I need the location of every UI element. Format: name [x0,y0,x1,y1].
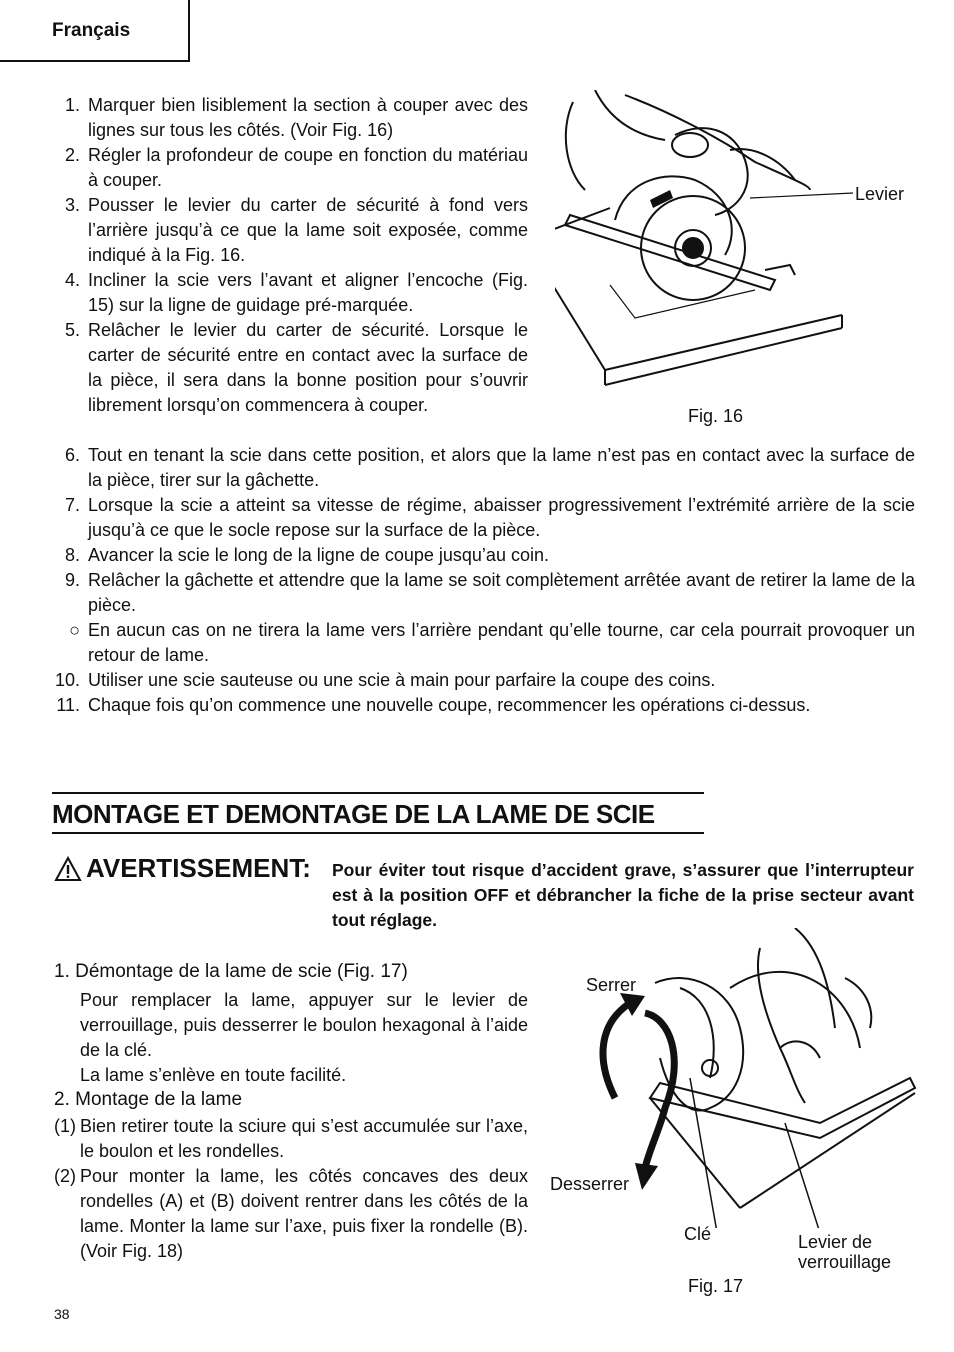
list-item: 9. Relâcher la gâchette et attendre que la lame se soit complètement arrêtée avant de retirer la lame de la pièce. [64,570,915,615]
language-label: Français [52,20,131,41]
list-item: 4. Incliner la scie vers l’avant et aligner l’encoche (Fig. 15) sur la ligne de guidage pré-marquée. [64,270,528,315]
list-item: 3. Pousser le levier du carter de sécurité à fond vers l’arrière jusqu’à ce que la lame soit exposée, comme indiqué à la Fig. 16. [64,195,528,265]
warning-heading: AVERTISSEMENT: [54,853,311,884]
list-item: 8. Avancer la scie le long de la ligne de coupe jusqu’au coin. [64,545,549,565]
removal-note: La lame s’enlève en toute facilité. [80,1065,347,1085]
list-item: (1) Bien retirer toute la sciure qui s’est accumulée sur l’axe, le boulon et les rondelles. [54,1116,528,1161]
warning-triangle-icon [54,856,82,882]
language-tab [0,0,190,62]
section-title: MONTAGE ET DEMONTAGE DE LA LAME DE SCIE [52,792,704,834]
warning-text: Pour éviter tout risque d’accident grave, s’assurer que l’interrupteur est à la position OFF et débrancher la fiche de la prise secteur avant tout réglage. [332,860,914,930]
fig17-illustration [590,928,920,1228]
list-item: 6. Tout en tenant la scie dans cette position, et alors que la lame n’est pas en contact avec la surface de la pièce, tirer sur la gâchette. [64,445,915,490]
fig17-loosen-label: Desserrer [550,1174,630,1194]
caution-item: ○ En aucun cas on ne tirera la lame vers l’arrière pendant qu’elle tourne, car cela pourrait provoquer un retour de lame. [69,620,915,665]
fig16-lever-label: Levier [855,184,905,204]
list-item: 5. Relâcher le levier du carter de sécurité. Lorsque le carter de sécurité entre en contact avec la surface de la pièce, il sera dans la bonne position pour s’ouvrir librement lorsqu’on commencera à couper. [64,320,528,415]
fig16-caption: Fig. 16 [688,406,744,426]
removal-paragraph: Pour remplacer la lame, appuyer sur le levier de verrouillage, puis desserrer le boulon hexagonal à l’aide de la clé. [80,990,528,1060]
page-number: 38 [54,1306,70,1322]
list-item: 1. Marquer bien lisiblement la section à couper avec des lignes sur tous les côtés. (Voir Fig. 16) [64,95,528,140]
list-item: 7. Lorsque la scie a atteint sa vitesse de régime, abaisser progressivement l’extrémité arrière de la scie jusqu’à ce que le socle repose sur la surface de la pièce. [64,495,915,540]
fig17-tighten-label: Serrer [586,975,637,995]
list-item: 10. Utiliser une scie sauteuse ou une scie à main pour parfaire la coupe des coins. [54,670,716,690]
bullet-circle-icon: ○ [69,620,80,640]
removal-heading: 1. Démontage de la lame de scie (Fig. 17) [54,961,408,982]
list-item: 2. Régler la profondeur de coupe en fonction du matériau à couper. [64,145,528,190]
list-item: (2) Pour monter la lame, les côtés concaves des deux rondelles (A) et (B) doivent rentrer dans les côtés de la lame. Monter la lame sur l’axe, puis fixer la rondelle (B). (Voir Fig. 18) [54,1166,528,1261]
fig16-illustration [555,90,855,390]
mounting-heading: 2. Montage de la lame [54,1089,243,1110]
fig17-lock-lever-label: Levier de verrouillage [798,1232,892,1272]
fig17-caption: Fig. 17 [688,1276,744,1296]
list-item: 11. Chaque fois qu’on commence une nouvelle coupe, recommencer les opérations ci-dessus. [56,695,811,715]
fig17-wrench-label: Clé [684,1224,712,1244]
